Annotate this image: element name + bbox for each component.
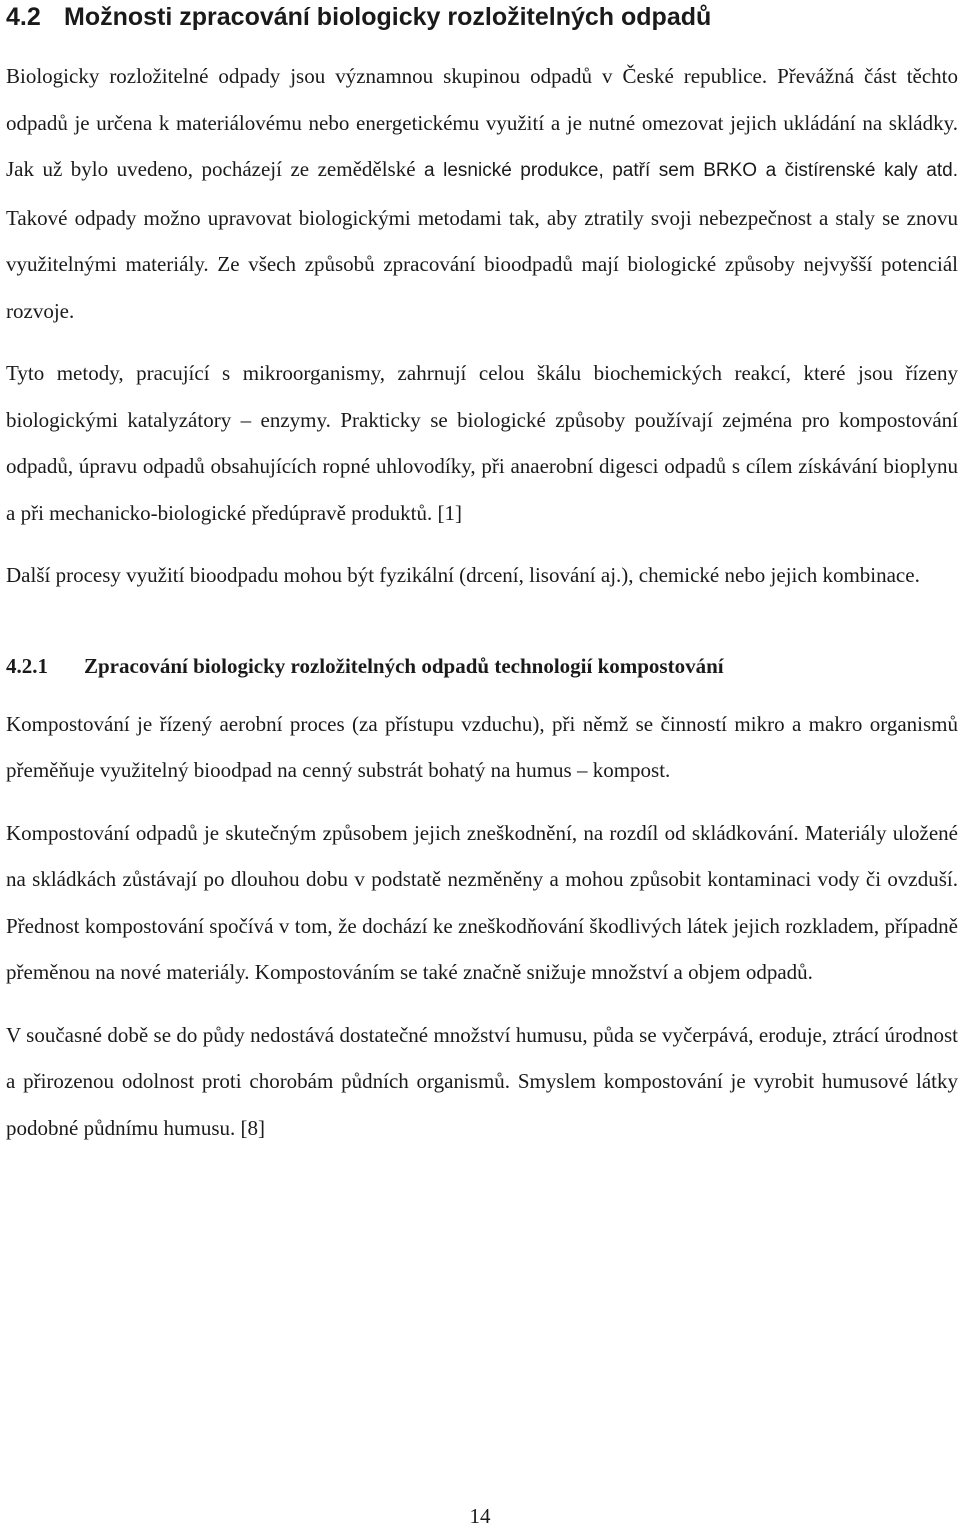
paragraph-1: [6, 53, 958, 334]
subsection-number: 4.2.1: [6, 653, 48, 678]
paragraph-1-part-c: Takové odpady možno upravovat biologickými metodami tak, aby ztratily svoji nebezpečnost a staly se znovu využitelnými materiály. Ze všech způsobů zpracování bioodpadů mají biologické způsoby nejvyšší potenciál rozvoje.: [6, 205, 958, 323]
paragraph-5: Kompostování odpadů je skutečným způsobem jejich zneškodnění, na rozdíl od skládkování. Materiály uložené na skládkách zůstávají po dlouhou dobu v podstatě nezměněny a mohou způsobit kontaminaci vody či ovzduší. Přednost kompostování spočívá v tom, že dochází ke zneškodňování škodlivých látek jejich rozkladem, případně přeměnou na nové materiály. Kompostováním se také značně snižuje množství a objem odpadů.: [6, 820, 958, 984]
subsection-title: Zpracování biologicky rozložitelných odpadů technologií kompostování: [84, 653, 724, 678]
paragraph-1-part-a: Biologicky rozložitelné odpady jsou významnou skupinou odpadů v České republice. Převážná část těchto odpadů je určena k materiálovému nebo energetickému využití a je nutné omezovat jejich ukládání na skládky. Jak už bylo uvedeno, pocházejí ze zemědělské: [6, 64, 958, 181]
page-number: 14: [469, 1504, 491, 1528]
section-number: 4.2: [6, 3, 41, 31]
section-title: Možnosti zpracování biologicky rozložitelných odpadů: [64, 3, 712, 31]
section-heading: [6, 0, 958, 44]
paragraph-6: V současné době se do půdy nedostává dostatečné množství humusu, půda se vyčerpává, eroduje, ztrácí úrodnost a přirozenou odolnost proti chorobám půdních organismů. Smyslem kompostování je vyrobit humusové látky podobné půdnímu humusu. [8]: [6, 1022, 958, 1140]
paragraph-1-part-b: a lesnické produkce, patří sem BRKO a čistírenské kaly atd.: [424, 160, 958, 181]
paragraph-2: Tyto metody, pracující s mikroorganismy, zahrnují celou škálu biochemických reakcí, které jsou řízeny biologickými katalyzátory – enzymy. Prakticky se biologické způsoby používají zejména pro kompostování odpadů, úpravu odpadů obsahujících ropné uhlovodíky, při anaerobní digesci odpadů s cílem získávání bioplynu a při mechanicko-biologické předúpravě produktů. [1]: [6, 361, 958, 525]
document-page: [6, 0, 958, 1151]
paragraph-3: Další procesy využití bioodpadu mohou být fyzikální (drcení, lisování aj.), chemické nebo jejich kombinace.: [6, 563, 920, 587]
subsection-heading: [6, 651, 958, 681]
paragraph-4: Kompostování je řízený aerobní proces (za přístupu vzduchu), při němž se činností mikro a makro organismů přeměňuje využitelný bioodpad na cenný substrát bohatý na humus – kompost.: [6, 711, 958, 782]
